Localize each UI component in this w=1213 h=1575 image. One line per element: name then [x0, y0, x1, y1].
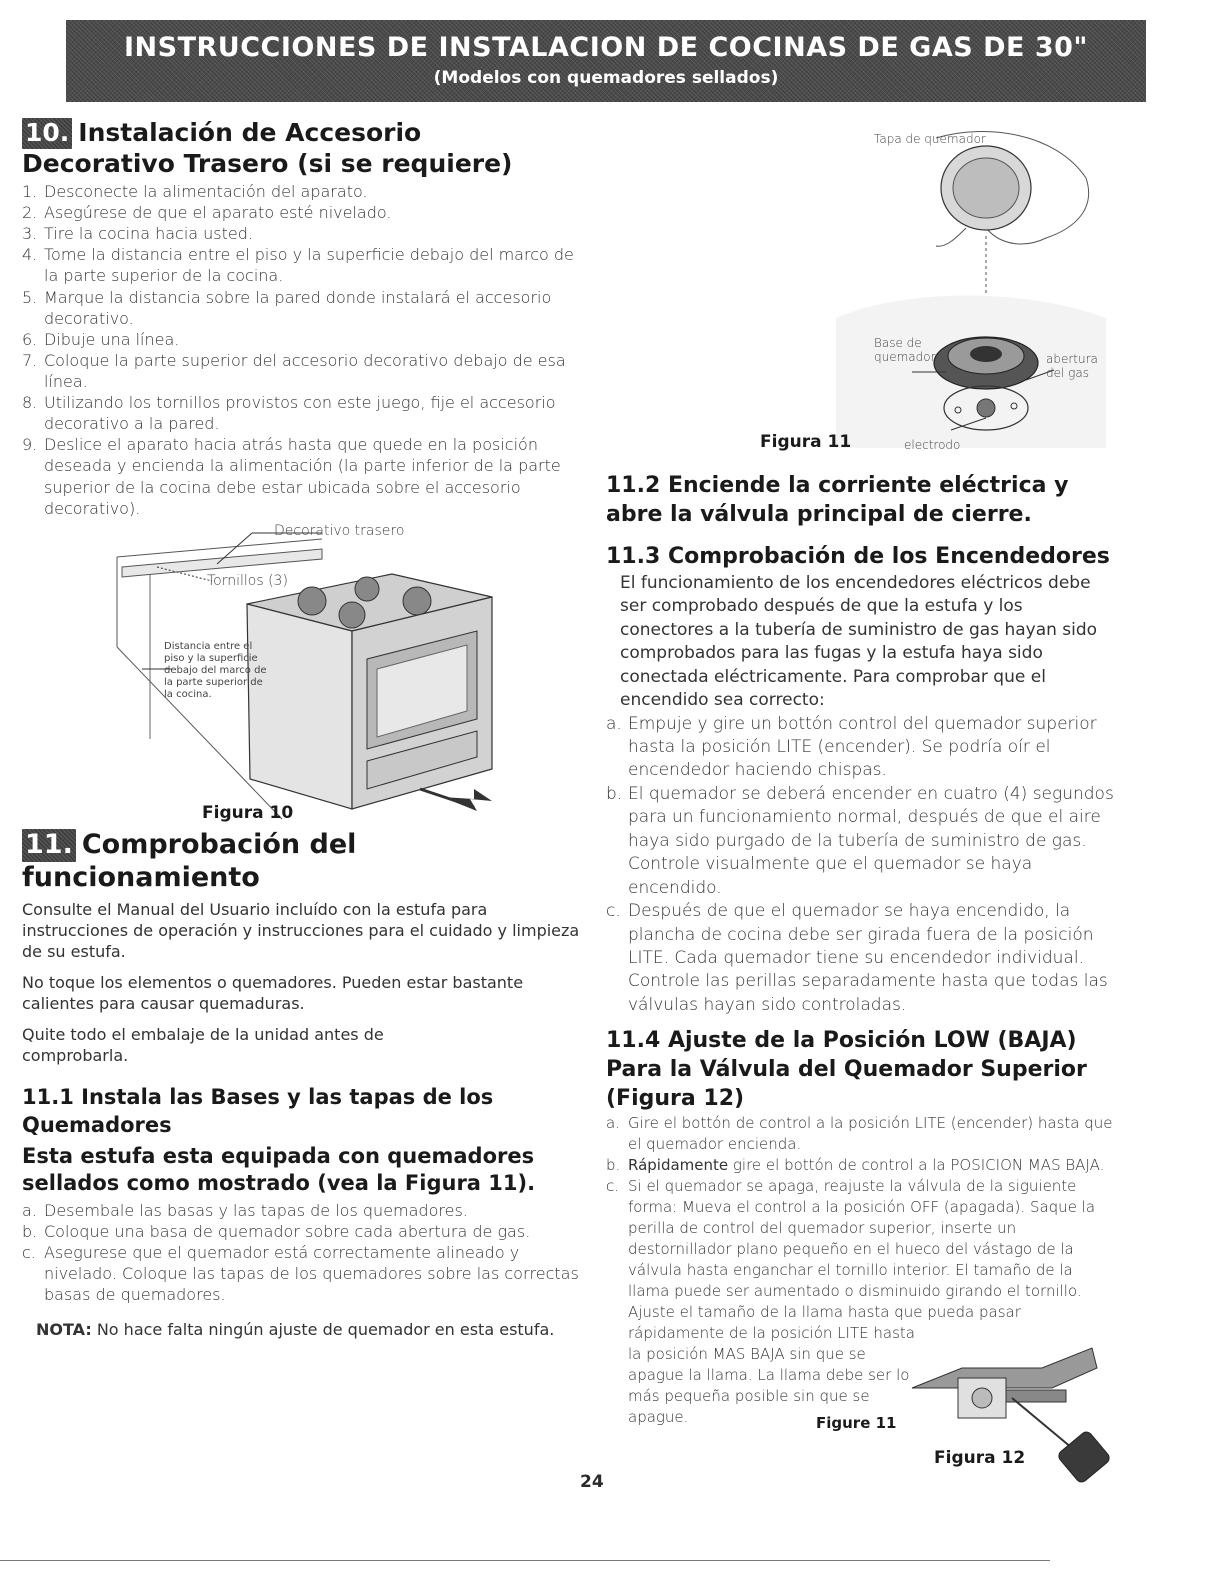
- valve-illustration: [902, 1338, 1112, 1498]
- figure-10-caption: Figura 10: [202, 802, 294, 823]
- s11-1-items: [22, 1200, 582, 1306]
- figure-11: [606, 118, 1116, 458]
- list-item: b. El quemador se deberá encender en cuatro (4) segundos para un funcionamiento normal, después de que el aire haya sido purgado de la tubería de suministro de gas. Controle visualmente que el quemador se haya encendido.: [606, 783, 1114, 898]
- left-column: [22, 118, 582, 1340]
- figure-overlay-text: Figure 11: [816, 1414, 897, 1432]
- section-10-title-line1: Instalación de Accesorio: [78, 118, 422, 147]
- right-column: [606, 118, 1116, 1468]
- label-abertura-gas: abertura del gas: [1046, 352, 1098, 381]
- bottom-rule: [0, 1560, 1050, 1561]
- list-item: c. Si el quemador se apaga, reajuste la válvula de la siguiente forma: Mueva el control a la posición OFF (apagada). Saque la perilla de control del quemador superior, inserte un destornillador plano pequeño en el hueco del vástago de la válvula hasta enganchar el tornillo interior. El tamaño de la llama puede ser aumentado o disminuido girando el tornillo. Ajuste el tamaño de la llama hasta que pueda pasar rápidamente de la posición LITE hasta la posición MAS BAJA sin que se apague la llama. La llama debe ser lo más pequeña posible sin que se apague.: [606, 1177, 1096, 1427]
- s11-3-items: [606, 713, 1116, 1018]
- list-item: 9. Deslice el aparato hacia atrás hasta que quede en la posición deseada y encienda la alimentación (la parte inferior de la parte superior de la cocina debe estar ubicada sobre el accesorio decorativo).: [22, 435, 561, 518]
- list-item: a. Desembale las basas y las tapas de los quemadores.: [22, 1200, 468, 1220]
- section-11-para-3: Quite todo el embalaje de la unidad antes de comprobarla.: [22, 1025, 384, 1066]
- s11-2-title: 11.2 Enciende la corriente eléctrica y abre la válvula principal de cierre.: [606, 473, 1069, 527]
- section-10-steps: [22, 181, 582, 519]
- label-tornillos: Tornillos (3): [207, 572, 288, 589]
- header-banner: [66, 20, 1146, 102]
- s11-3-title: 11.3 Comprobación de los Encendedores: [606, 544, 1110, 570]
- list-item: 6. Dibuje una línea.: [22, 329, 180, 349]
- section-11-para-2: No toque los elementos o quemadores. Pueden estar bastante calientes para causar quemaduras.: [22, 972, 524, 1014]
- label-base-quemador: Base de quemador: [874, 336, 936, 365]
- list-item: 3. Tire la cocina hacia usted.: [22, 224, 253, 244]
- list-item: c. Asegurese que el quemador está correctamente alineado y nivelado. Coloque las tapas de los quemadores sobre las correctas basas de quemadores.: [22, 1242, 579, 1305]
- figure-11-caption: Figura 11: [760, 432, 852, 452]
- figure-12-caption: Figura 12: [934, 1448, 1026, 1468]
- burner-illustration: [606, 118, 1116, 458]
- label-decorativo-trasero: Decorativo trasero: [274, 522, 405, 539]
- page-number: 24: [580, 1472, 604, 1492]
- list-item: b. Coloque una basa de quemador sobre cada abertura de gas.: [22, 1221, 531, 1241]
- note-label: NOTA:: [36, 1320, 92, 1340]
- document-subtitle: (Modelos con quemadores sellados): [433, 68, 779, 88]
- s11-1-title: 11.1 Instala las Bases y las tapas de los Quemadores: [22, 1085, 494, 1137]
- list-item: 5. Marque la distancia sobre la pared donde instalará el accesorio decorativo.: [22, 287, 552, 328]
- note-text: No hace falta ningún ajuste de quemador en esta estufa.: [91, 1320, 555, 1340]
- section-11-heading: [22, 829, 582, 895]
- list-item: c. Después de que el quemador se haya encendido, la plancha de cocina debe ser girada fuera de la posición LITE. Cada quemador tiene su encendedor individual. Controle las perillas separadamente hasta que todas las válvulas hayan sido controladas.: [606, 901, 1108, 1015]
- list-item: 1. Desconecte la alimentación del aparato.: [22, 182, 368, 201]
- list-item: 4. Tome la distancia entre el piso y la superficie debajo del marco de la parte superior de la cocina.: [22, 245, 574, 286]
- label-electrodo: electrodo: [904, 438, 961, 452]
- section-10-badge: 10.: [22, 118, 72, 149]
- s11-1-subtitle: Esta estufa esta equipada con quemadores sellados como mostrado (vea la Figura 11).: [22, 1143, 536, 1196]
- section-11-para-1: Consulte el Manual del Usuario incluído con la estufa para instrucciones de operación y instrucciones para el cuidado y limpieza de su estufa.: [22, 899, 580, 961]
- list-item: b. Rápidamente gire el bottón de control a la POSICION MAS BAJA.: [606, 1156, 1105, 1175]
- range-illustration: [22, 519, 582, 827]
- section-10-title-line2: Decorativo Trasero (si se requiere): [22, 148, 513, 178]
- section-11-title: Comprobación del funcionamiento: [22, 828, 357, 893]
- figure-10: [22, 519, 582, 827]
- list-item: 8. Utilizando los tornillos provistos con este juego, fije el accesorio decorativo a la pared.: [22, 393, 556, 434]
- s11-3-intro: El funcionamiento de los encendedores eléctricos debe ser comprobado después de que la estufa y los conectores a la tubería de suministro de gas hayan sido comprobados para las fugas y la estufa haya sido conectada eléctricamente. Para comprobar que el encendido sea correcto:: [620, 572, 1098, 711]
- s11-4-title: 11.4 Ajuste de la Posición LOW (BAJA) Para la Válvula del Quemador Superior (Figura 12): [606, 1028, 1087, 1111]
- section-10-heading: [22, 118, 582, 149]
- list-item: a. Empuje y gire un bottón control del quemador superior hasta la posición LITE (encender). Se podría oír el encendedor haciendo chispas.: [606, 713, 1097, 781]
- list-item: 7. Coloque la parte superior del accesorio decorativo debajo de esa línea.: [22, 350, 566, 391]
- list-item: 2. Asegúrese de que el aparato esté nivelado.: [22, 203, 392, 223]
- label-tapa-quemador: Tapa de quemador: [874, 132, 986, 146]
- s11-1-note: [22, 1319, 582, 1340]
- document-title: INSTRUCCIONES DE INSTALACION DE COCINAS DE GAS DE 30": [124, 32, 1088, 63]
- label-distancia: Distancia entre el piso y la superficie debajo del marco de la parte superior de la cocina.: [164, 640, 267, 700]
- list-item: a. Gire el bottón de control a la posición LITE (encender) hasta que el quemador encienda.: [606, 1114, 1113, 1154]
- section-11-badge: 11.: [22, 829, 76, 862]
